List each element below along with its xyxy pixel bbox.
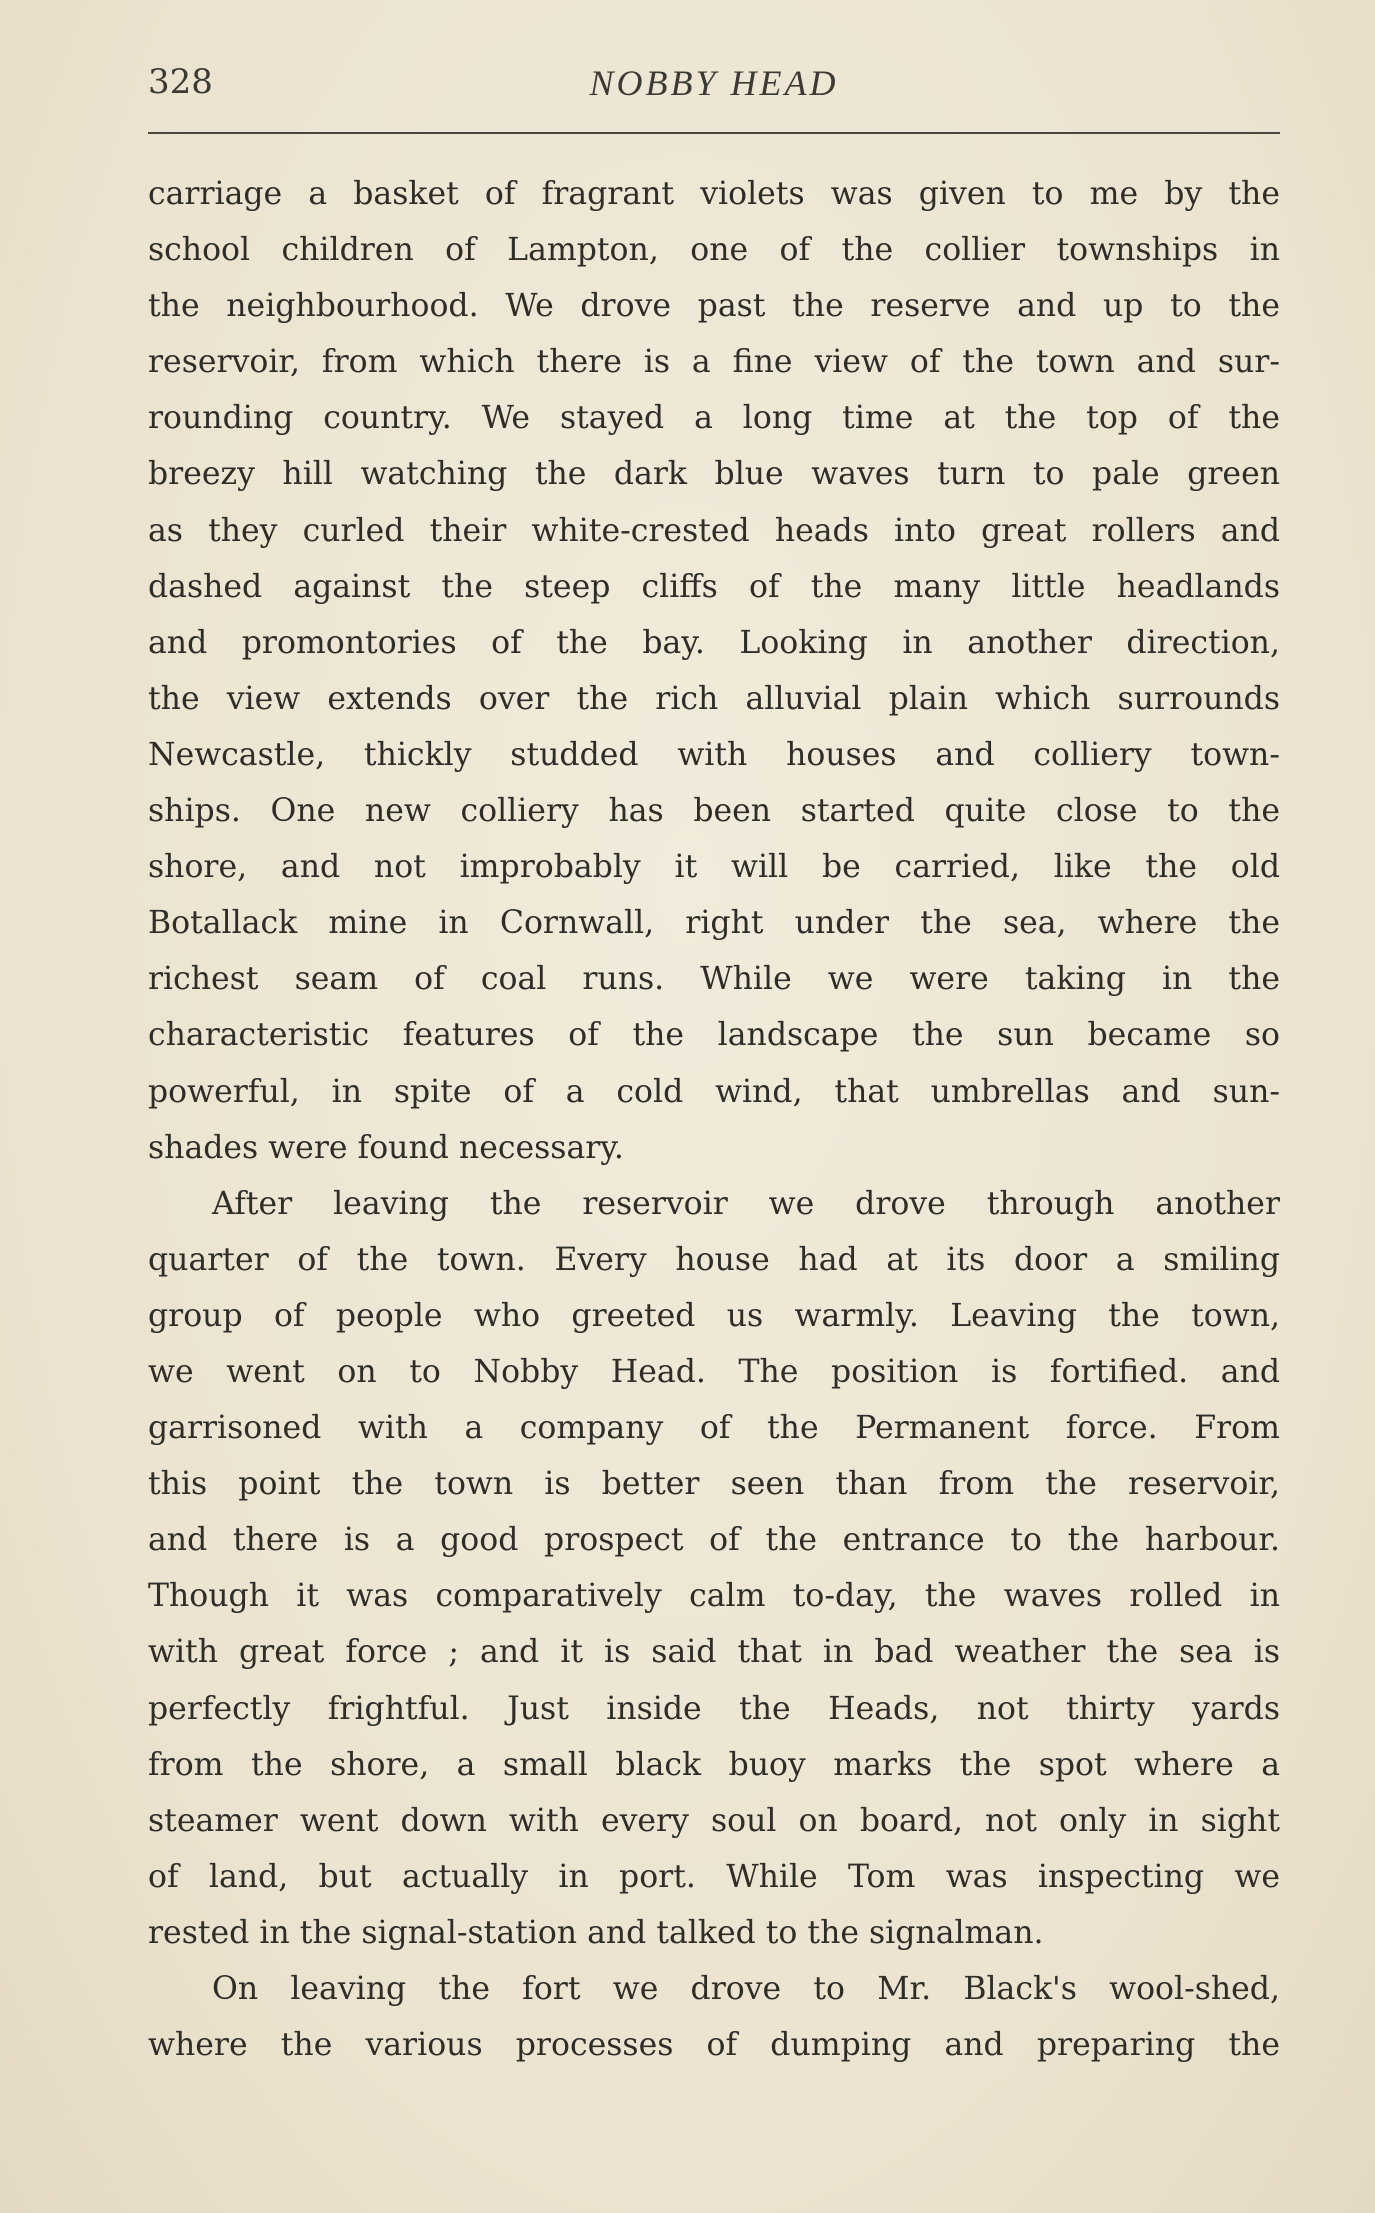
text-line: characteristic features of the landscape the sun became so (148, 1017, 1280, 1054)
text-line: ships. One new colliery has been started quite close to the (148, 793, 1280, 830)
text-line: reservoir, from which there is a fine view of the town and sur- (148, 344, 1280, 381)
text-line: quarter of the town. Every house had at its door a smiling (148, 1241, 1280, 1278)
text-line: powerful, in spite of a cold wind, that umbrellas and sun- (148, 1073, 1280, 1110)
text-line: we went on to Nobby Head. The position is fortified. and (148, 1353, 1280, 1390)
text-line: and promontories of the bay. Looking in another direction, (148, 624, 1280, 661)
text-line: the view extends over the rich alluvial plain which surrounds (148, 680, 1280, 717)
text-line: from the shore, a small black buoy marks the spot where a (148, 1746, 1280, 1783)
header-rule (148, 132, 1280, 134)
text-line: perfectly frightful. Just inside the Heads, not thirty yards (148, 1690, 1280, 1727)
text-line: this point the town is better seen than from the reservoir, (148, 1466, 1280, 1503)
text-line: rested in the signal-station and talked to the signalman. (148, 1914, 1044, 1951)
text-line: group of people who greeted us warmly. Leaving the town, (148, 1297, 1280, 1334)
text-line: Botallack mine in Cornwall, right under the sea, where the (148, 905, 1280, 942)
body-text (148, 166, 1280, 2073)
running-head (148, 62, 1280, 112)
text-line: of land, but actually in port. While Tom was inspecting we (148, 1858, 1280, 1895)
running-title: NOBBY HEAD (589, 63, 839, 103)
text-line: with great force ; and it is said that in bad weather the sea is (148, 1634, 1280, 1671)
text-line: school children of Lampton, one of the collier townships in (148, 232, 1280, 269)
text-line: as they curled their white-crested heads into great rollers and (148, 512, 1280, 549)
text-line: steamer went down with every soul on board, not only in sight (148, 1802, 1280, 1839)
page-number: 328 (148, 62, 213, 102)
text-line: the neighbourhood. We drove past the reserve and up to the (148, 288, 1280, 325)
text-line: garrisoned with a company of the Permanent force. From (148, 1410, 1280, 1447)
text-line: shore, and not improbably it will be carried, like the old (148, 849, 1280, 886)
text-line: rounding country. We stayed a long time at the top of the (148, 400, 1280, 437)
paragraph-first-line: After leaving the reservoir we drove through another (212, 1185, 1280, 1222)
text-line: Though it was comparatively calm to-day, the waves rolled in (148, 1578, 1280, 1615)
text-line: and there is a good prospect of the entrance to the harbour. (148, 1522, 1280, 1559)
text-line: carriage a basket of fragrant violets was given to me by the (148, 176, 1280, 212)
text-line: richest seam of coal runs. While we were taking in the (148, 961, 1280, 998)
text-line: breezy hill watching the dark blue waves turn to pale green (148, 456, 1280, 493)
text-line: shades were found necessary. (148, 1129, 624, 1166)
text-line: Newcastle, thickly studded with houses and colliery town- (148, 736, 1280, 773)
text-line: where the various processes of dumping and preparing the (148, 2027, 1280, 2064)
paragraph-first-line: On leaving the fort we drove to Mr. Black's wool-shed, (212, 1971, 1280, 2007)
text-line: dashed against the steep cliffs of the many little headlands (148, 568, 1280, 605)
